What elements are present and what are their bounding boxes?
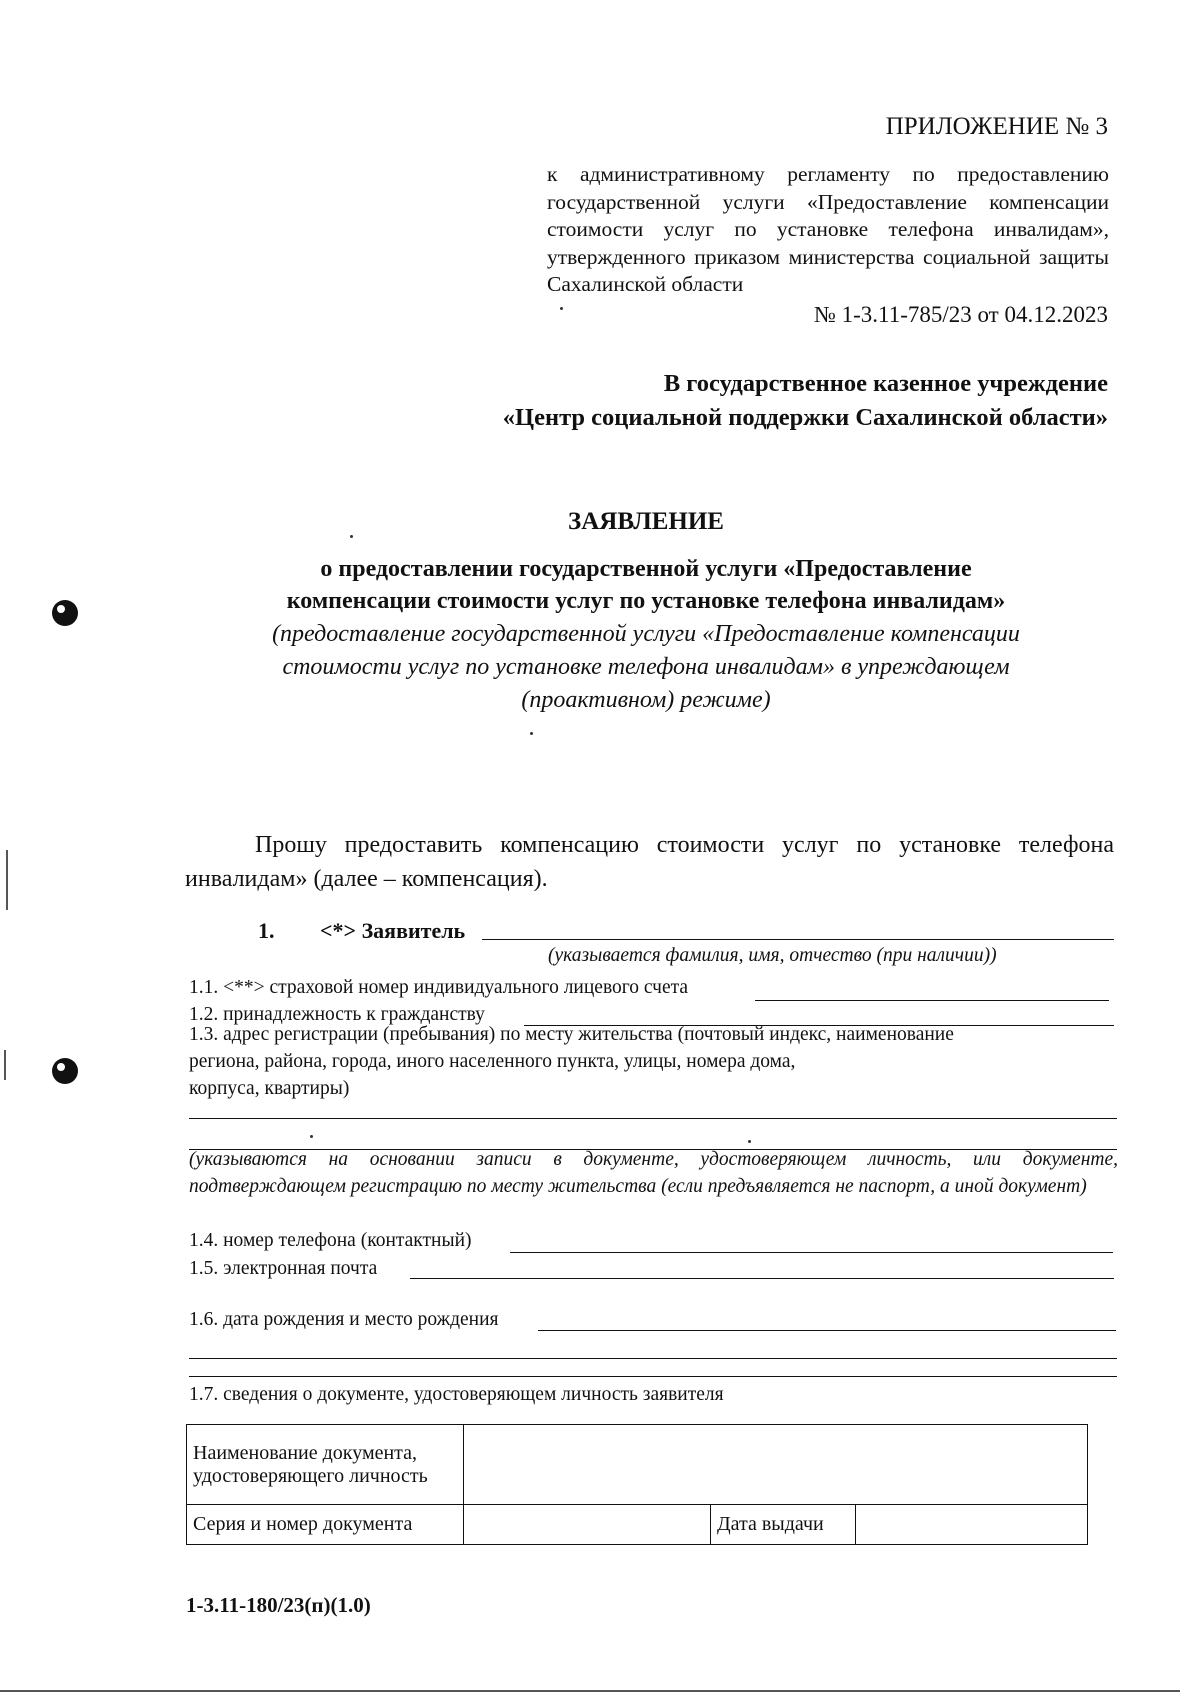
- birth-field-line-3[interactable]: [189, 1376, 1117, 1377]
- id-doc-issue-date-cell[interactable]: [856, 1505, 1088, 1545]
- birth-field-line-2[interactable]: [189, 1358, 1117, 1359]
- scan-speck: [748, 1140, 751, 1143]
- appendix-order-number: № 1-3.11-785/23 от 04.12.2023: [813, 302, 1108, 327]
- scan-edge-mark: [4, 1050, 6, 1080]
- addressee-line-1: В государственное казенное учреждение: [663, 370, 1108, 397]
- document-subtitle-line-2: компенсации стоимости услуг по установке телефона инвалидам»: [286, 588, 1006, 614]
- document-subtitle-italic-line-1: (предоставление государственной услуги «Предоставление компенсации: [272, 621, 1020, 647]
- table-row: [187, 1505, 1088, 1545]
- document-subtitle-italic-line-2: стоимости услуг по установке телефона инвалидам» в упреждающем: [282, 654, 1010, 680]
- snils-field[interactable]: [755, 1000, 1109, 1001]
- id-doc-name-label-line-1: Наименование документа,: [193, 1441, 418, 1464]
- id-doc-name-label-line-2: удостоверяющего личность: [193, 1464, 428, 1487]
- table-row: [187, 1425, 1088, 1505]
- id-doc-series-cell[interactable]: [464, 1505, 711, 1545]
- applicant-label-row: [258, 918, 465, 944]
- document-subtitle-italic: [192, 618, 1100, 717]
- document-subtitle: [192, 553, 1100, 617]
- field-label-birth: 1.6. дата рождения и место рождения: [189, 1309, 499, 1330]
- id-doc-name-cell[interactable]: [464, 1425, 1088, 1505]
- address-field-line-1[interactable]: [189, 1118, 1117, 1119]
- addressee-line-2: «Центр социальной поддержки Сахалинской области»: [502, 404, 1108, 431]
- addressee-block: [308, 367, 1108, 435]
- address-hint: (указываются на основании записи в документе, удостоверяющем личность, или документе, подтверждающем регистрацию по месту жительства (если предъявляется не паспорт, а иной документ): [189, 1149, 1118, 1197]
- scan-speck: [560, 307, 563, 310]
- applicant-label: <*> Заявитель: [320, 918, 466, 943]
- scan-edge-mark: [0, 1690, 1180, 1692]
- field-label-id-document: 1.7. сведения о документе, удостоверяющем личность заявителя: [189, 1384, 724, 1405]
- field-label-address-line-3: корпуса, квартиры): [189, 1078, 350, 1099]
- scan-speck: [350, 535, 353, 538]
- applicant-name-field[interactable]: [482, 939, 1114, 940]
- appendix-description: к административному регламенту по предоставлению государственной услуги «Предоставление компенсации стоимости услуг по установке телефона инвалидам», утвержденного приказом министерства социальной защиты Сахалинской области: [547, 162, 1109, 296]
- id-document-table: [186, 1424, 1088, 1545]
- field-label-snils: 1.1. <**> страховой номер индивидуального лицевого счета: [189, 977, 689, 998]
- email-field[interactable]: [410, 1278, 1114, 1279]
- field-label-citizenship: 1.2. принадлежность к гражданству: [189, 1004, 485, 1025]
- scan-edge-mark: [6, 850, 8, 910]
- phone-field[interactable]: [510, 1252, 1113, 1253]
- id-doc-series-label: Серия и номер документа: [187, 1505, 464, 1545]
- scan-speck: [310, 1135, 313, 1138]
- document-subtitle-italic-line-3: (проактивном) режиме): [521, 687, 771, 713]
- applicant-hint: (указывается фамилия, имя, отчество (при наличии)): [548, 945, 997, 966]
- punch-hole-icon: [52, 600, 78, 626]
- footer-document-code: 1-3.11-180/23(п)(1.0): [186, 1593, 371, 1617]
- field-label-address-line-1: 1.3. адрес регистрации (пребывания) по месту жительства (почтовый индекс, наименование: [189, 1024, 954, 1045]
- id-doc-issue-date-label: Дата выдачи: [711, 1505, 856, 1545]
- birth-field-line-1[interactable]: [538, 1330, 1116, 1331]
- punch-hole-icon: [52, 1058, 78, 1084]
- applicant-number: 1.: [258, 918, 275, 943]
- field-label-address-line-2: региона, района, города, иного населенного пункта, улицы, номера дома,: [189, 1051, 796, 1072]
- field-label-phone: 1.4. номер телефона (контактный): [189, 1230, 472, 1251]
- request-text: Прошу предоставить компенсацию стоимости услуг по установке телефона инвалидам» (далее – компенсация).: [185, 832, 1114, 892]
- document-title: ЗАЯВЛЕНИЕ: [568, 508, 724, 535]
- id-doc-name-label: [187, 1425, 464, 1505]
- appendix-title: ПРИЛОЖЕНИЕ № 3: [885, 113, 1108, 140]
- field-label-email: 1.5. электронная почта: [189, 1258, 378, 1279]
- document-subtitle-line-1: о предоставлении государственной услуги «Предоставление: [320, 556, 972, 582]
- scan-speck: [530, 732, 533, 735]
